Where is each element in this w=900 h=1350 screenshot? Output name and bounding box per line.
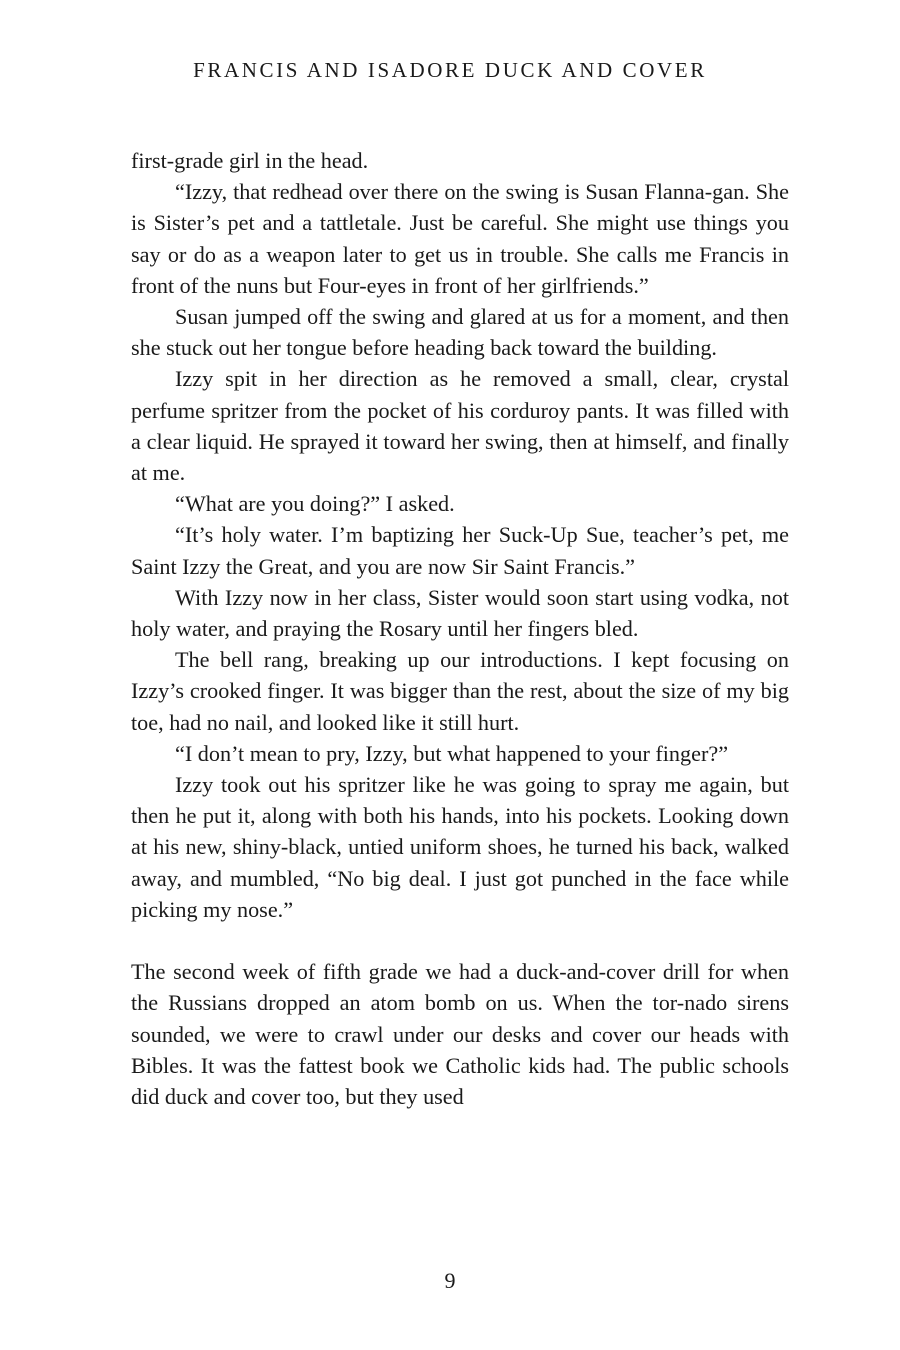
paragraph: With Izzy now in her class, Sister would soon start using vodka, not holy water, and praying the Rosary until her fingers bled. [131,584,789,642]
paragraph: “Izzy, that redhead over there on the swing is Susan Flanna-gan. She is Sister’s pet and a tattletale. Just be careful. She might use things you say or do as a weapon later to get us in trouble. She calls me Francis in front of the nuns but Four-eyes in front of her girlfriends.” [131,179,789,298]
body-text [131,145,789,1112]
paragraph: Izzy took out his spritzer like he was going to spray me again, but then he put it, along with both his hands, into his pockets. Looking down at his new, shiny-black, untied uniform shoes, he turned his back, walked away, and mumbled, “No big deal. I just got punched in the face while picking my nose.” [131,772,789,922]
paragraph: first-grade girl in the head. [131,148,369,173]
paragraph: “What are you doing?” I asked. [175,491,455,517]
paragraph: “It’s holy water. I’m baptizing her Suck-Up Sue, teacher’s pet, me Saint Izzy the Great, and you are now Sir Saint Francis.” [131,522,789,579]
paragraph: “I don’t mean to pry, Izzy, but what happened to your finger?” [175,740,729,766]
page-number: 9 [444,1268,456,1293]
paragraph-section-start: The second week of fifth grade we had a duck-and-cover drill for when the Russians dropped an atom bomb on us. When the tor-nado sirens sounded, we were to crawl under our desks and cover our heads with Bibles. It was the fattest book we Catholic kids had. The public schools did duck and cover too, but they used [131,959,789,1110]
running-header: FRANCIS AND ISADORE DUCK AND COVER [193,58,707,82]
paragraph: The bell rang, breaking up our introductions. I kept focusing on Izzy’s crooked finger. It was bigger than the rest, about the size of my big toe, had no nail, and looked like it still hurt. [131,647,789,735]
paragraph: Susan jumped off the swing and glared at us for a moment, and then she stuck out her tongue before heading back toward the building. [131,304,789,361]
paragraph: Izzy spit in her direction as he removed a small, clear, crystal perfume spritzer from the pocket of his corduroy pants. It was filled with a clear liquid. He sprayed it toward her swing, then at himself, and finally at me. [131,366,789,486]
